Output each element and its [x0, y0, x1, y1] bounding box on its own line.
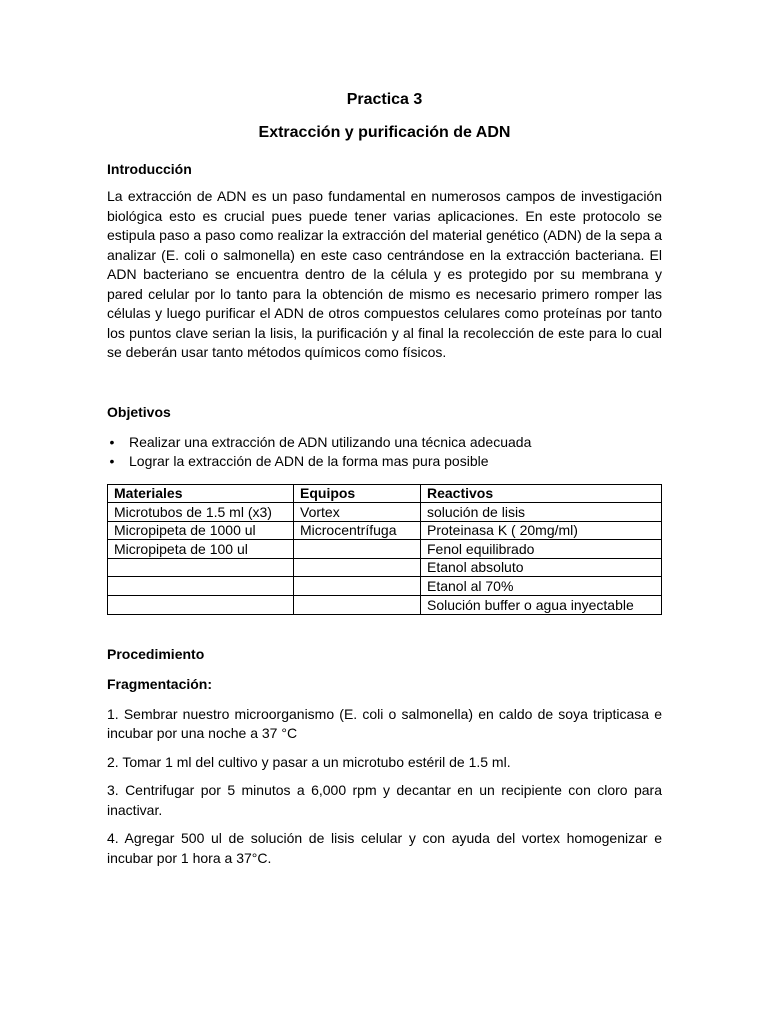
table-cell: Vortex	[294, 503, 421, 522]
materials-table	[107, 484, 662, 615]
table-cell	[108, 577, 294, 596]
table-cell: Etanol absoluto	[421, 558, 662, 577]
document-subtitle: Extracción y purificación de ADN	[258, 124, 511, 141]
objective-item	[107, 433, 662, 453]
intro-paragraph: La extracción de ADN es un paso fundamental en numerosos campos de investigación biológica esto es crucial pues puede tener varias aplicaciones. En este protocolo se estipula paso a paso como realizar la extracción del material genético (ADN) de la sepa a analizar (E. coli o salmonella) en este caso centrándose en la extracción bacteriana. El ADN bacteriano se encuentra dentro de la célula y es protegido por su membrana y pared celular por lo tanto para la obtención de mismo es necesario primero romper las células y luego purificar el ADN de otros compuestos celulares como proteínas por tanto los puntos clave serian la lisis, la purificación y al final la recolección de este para lo cual se deberán usar tanto métodos químicos como físicos.	[107, 188, 662, 360]
table-cell: Microtubos de 1.5 ml (x3)	[108, 503, 294, 522]
intro-heading: Introducción	[107, 161, 192, 177]
fragmentation-heading: Fragmentación:	[107, 675, 213, 692]
header-equipos: Equipos	[294, 484, 421, 503]
procedure-step: 2. Tomar 1 ml del cultivo y pasar a un microtubo estéril de 1.5 ml.	[107, 753, 511, 770]
table-row	[108, 577, 662, 596]
table-cell	[108, 596, 294, 615]
table-cell: Microcentrífuga	[294, 521, 421, 540]
table-cell: Etanol al 70%	[421, 577, 662, 596]
procedure-step: 1. Sembrar nuestro microorganismo (E. coli o salmonella) en caldo de soya tripticasa e incubar por una noche a 37 °C	[107, 705, 662, 742]
table-cell: Micropipeta de 1000 ul	[108, 521, 294, 540]
table-row	[108, 540, 662, 559]
table-cell: Micropipeta de 100 ul	[108, 540, 294, 559]
table-row	[108, 558, 662, 577]
procedure-step: 4. Agregar 500 ul de solución de lisis celular y con ayuda del vortex homogenizar e incubar por 1 hora a 37°C.	[107, 830, 662, 866]
bullet-icon: •	[109, 433, 115, 450]
objective-item	[107, 452, 662, 472]
table-cell: Fenol equilibrado	[421, 540, 662, 559]
table-cell	[294, 540, 421, 559]
objective-text: Realizar una extracción de ADN utilizando una técnica adecuada	[129, 433, 532, 450]
table-cell: solución de lisis	[421, 503, 662, 522]
table-row	[108, 521, 662, 540]
table-header-row	[108, 484, 662, 503]
table-row	[108, 596, 662, 615]
objectives-heading: Objetivos	[107, 403, 171, 420]
table-cell	[294, 577, 421, 596]
table-cell	[294, 558, 421, 577]
document-body	[107, 90, 662, 868]
procedure-heading: Procedimiento	[107, 645, 205, 662]
document-title: Practica 3	[346, 91, 423, 108]
objectives-list	[107, 433, 662, 472]
table-cell: Proteinasa K ( 20mg/ml)	[421, 521, 662, 540]
table-cell: Solución buffer o agua inyectable	[421, 596, 662, 615]
table-cell	[108, 558, 294, 577]
table-row	[108, 503, 662, 522]
table-cell	[294, 596, 421, 615]
header-materiales: Materiales	[108, 484, 294, 503]
bullet-icon: •	[109, 453, 115, 469]
objective-text: Lograr la extracción de ADN de la forma mas pura posible	[129, 453, 489, 469]
header-reactivos: Reactivos	[421, 484, 662, 503]
procedure-step: 3. Centrifugar por 5 minutos a 6,000 rpm y decantar en un recipiente con cloro para inactivar.	[107, 782, 662, 818]
